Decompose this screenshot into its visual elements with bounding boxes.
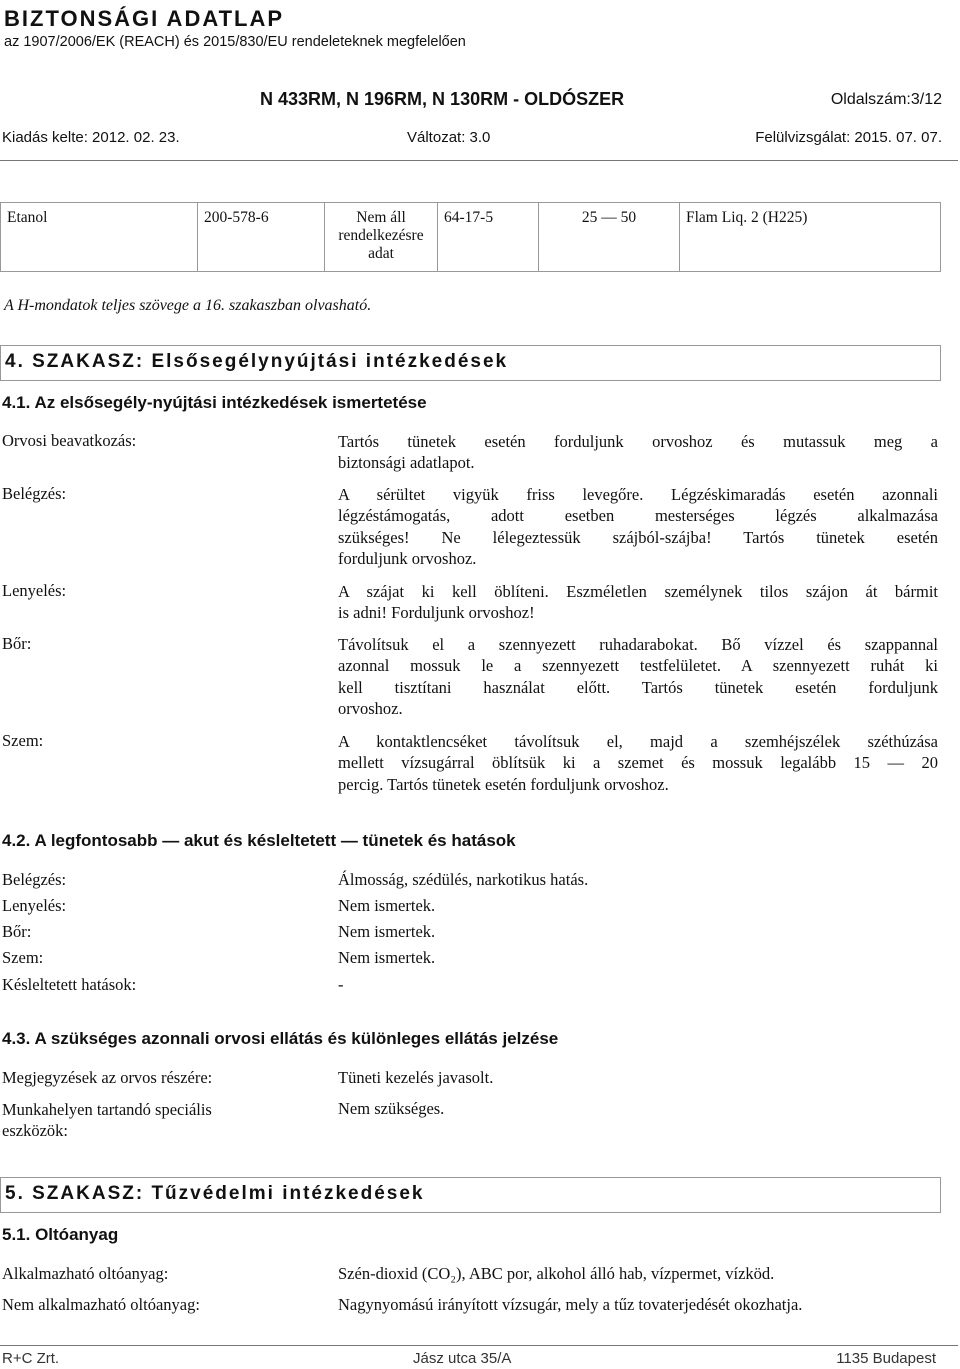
footer-street: Jász utca 35/A	[413, 1350, 512, 1367]
symptom-value-eye: Nem ismertek.	[338, 948, 436, 967]
section-4-title: 4. SZAKASZ: Elsősegélynyújtási intézkedések	[5, 351, 509, 372]
h-statements-note: A H-mondatok teljes szövege a 16. szakaszban olvasható.	[4, 297, 372, 314]
medical-label-equipment: Munkahelyen tartandó speciális eszközök:	[2, 1100, 212, 1141]
first-aid-label-inhalation: Belégzés:	[2, 484, 67, 503]
first-aid-label-skin: Bőr:	[2, 634, 32, 653]
table-cell-cas: 64-17-5	[438, 203, 539, 272]
table-row	[1, 203, 941, 272]
table-cell-reach: Nem áll rendelkezésre adat	[325, 203, 438, 272]
first-aid-text-inhalation: A sérültet vigyük friss levegőre. Légzéskimaradás esetén azonnali légzéstámogatás, adott esetben mesterséges légzés alkalmazása szükséges! Ne lélegeztessük szájból-szájba! Tartós tünetek esetén forduljunk orvoshoz.	[338, 485, 938, 569]
section-5-header	[0, 1177, 941, 1213]
header-divider	[0, 160, 958, 161]
symptom-value-skin: Nem ismertek.	[338, 922, 436, 941]
first-aid-text-skin: Távolítsuk el a szennyezett ruhadarabokat. Bő vízzel és szappannal azonnal mossuk le a szennyezett testfelületet. A szennyezett ruhát ki kell tisztítani használat előtt. Tartós tünetek esetén forduljunk orvoshoz.	[338, 635, 938, 719]
symptom-label-skin: Bőr:	[2, 922, 32, 941]
table-cell-substance: Etanol	[1, 203, 198, 272]
subsection-4-2-heading: 4.2. A legfontosabb — akut és késleltetett — tünetek és hatások	[2, 831, 516, 850]
section-4-header	[0, 345, 941, 381]
first-aid-text-medical: Tartós tünetek esetén forduljunk orvoshoz és mutassuk meg a biztonsági adatlapot.	[338, 432, 938, 473]
subsection-4-1-heading: 4.1. Az elsősegély-nyújtási intézkedések ismertetése	[2, 393, 427, 412]
first-aid-label-ingestion: Lenyelés:	[2, 581, 67, 600]
symptom-label-delayed: Késleltetett hatások:	[2, 975, 137, 994]
table-cell-ec-number: 200-578-6	[198, 203, 325, 272]
table-cell-concentration: 25 — 50	[539, 203, 680, 272]
section-5-title: 5. SZAKASZ: Tűzvédelmi intézkedések	[5, 1183, 425, 1204]
first-aid-label-medical: Orvosi beavatkozás:	[2, 431, 137, 450]
footer-divider	[0, 1345, 958, 1346]
document-title: BIZTONSÁGI ADATLAP	[4, 6, 285, 31]
symptom-label-inhalation: Belégzés:	[2, 870, 67, 889]
symptom-label-ingestion: Lenyelés:	[2, 896, 67, 915]
extinguisher-label-suitable: Alkalmazható oltóanyag:	[2, 1264, 169, 1283]
first-aid-text-eye: A kontaktlencséket távolítsuk el, majd a szemhéjszélek széthúzása mellett vízsugárral öblítsük ki a szemet és mossuk legalább 15 — 20 percig. Tartós tünetek esetén forduljunk orvoshoz.	[338, 732, 938, 794]
extinguisher-label-unsuitable: Nem alkalmazható oltóanyag:	[2, 1295, 200, 1314]
symptom-label-eye: Szem:	[2, 948, 44, 967]
first-aid-text-ingestion: A szájat ki kell öblíteni. Eszméletlen személynek tilos szájon át bármit is adni! Forduljunk orvoshoz!	[338, 582, 938, 623]
medical-value-notes: Tüneti kezelés javasolt.	[338, 1068, 494, 1087]
version: Változat: 3.0	[407, 129, 491, 146]
page-number: Oldalszám:3/12	[830, 91, 942, 108]
product-name: N 433RM, N 196RM, N 130RM - OLDÓSZER	[260, 89, 625, 109]
footer-company: R+C Zrt.	[2, 1350, 60, 1367]
issue-date: Kiadás kelte: 2012. 02. 23.	[2, 129, 180, 146]
footer-city: 1135 Budapest	[836, 1350, 936, 1367]
composition-table	[0, 202, 941, 272]
symptom-value-inhalation: Álmosság, szédülés, narkotikus hatás.	[338, 870, 589, 889]
symptom-value-delayed: -	[338, 975, 344, 994]
medical-value-equipment: Nem szükséges.	[338, 1099, 445, 1118]
first-aid-label-eye: Szem:	[2, 731, 44, 750]
extinguisher-value-suitable: Szén-dioxid (CO₂), ABC por, alkohol álló hab, vízpermet, vízköd.	[338, 1264, 775, 1283]
revision-date: Felülvizsgálat: 2015. 07. 07.	[755, 129, 942, 146]
symptom-value-ingestion: Nem ismertek.	[338, 896, 436, 915]
subsection-4-3-heading: 4.3. A szükséges azonnali orvosi ellátás és különleges ellátás jelzése	[2, 1029, 559, 1048]
table-cell-classification: Flam Liq. 2 (H225)	[680, 203, 941, 272]
document-subtitle: az 1907/2006/EK (REACH) és 2015/830/EU rendeleteknek megfelelően	[4, 34, 466, 50]
extinguisher-value-unsuitable: Nagynyomású irányított vízsugár, mely a tűz tovaterjedését okozhatja.	[338, 1295, 803, 1314]
subsection-5-1-heading: 5.1. Oltóanyag	[2, 1225, 119, 1244]
medical-label-notes: Megjegyzések az orvos részére:	[2, 1068, 213, 1087]
